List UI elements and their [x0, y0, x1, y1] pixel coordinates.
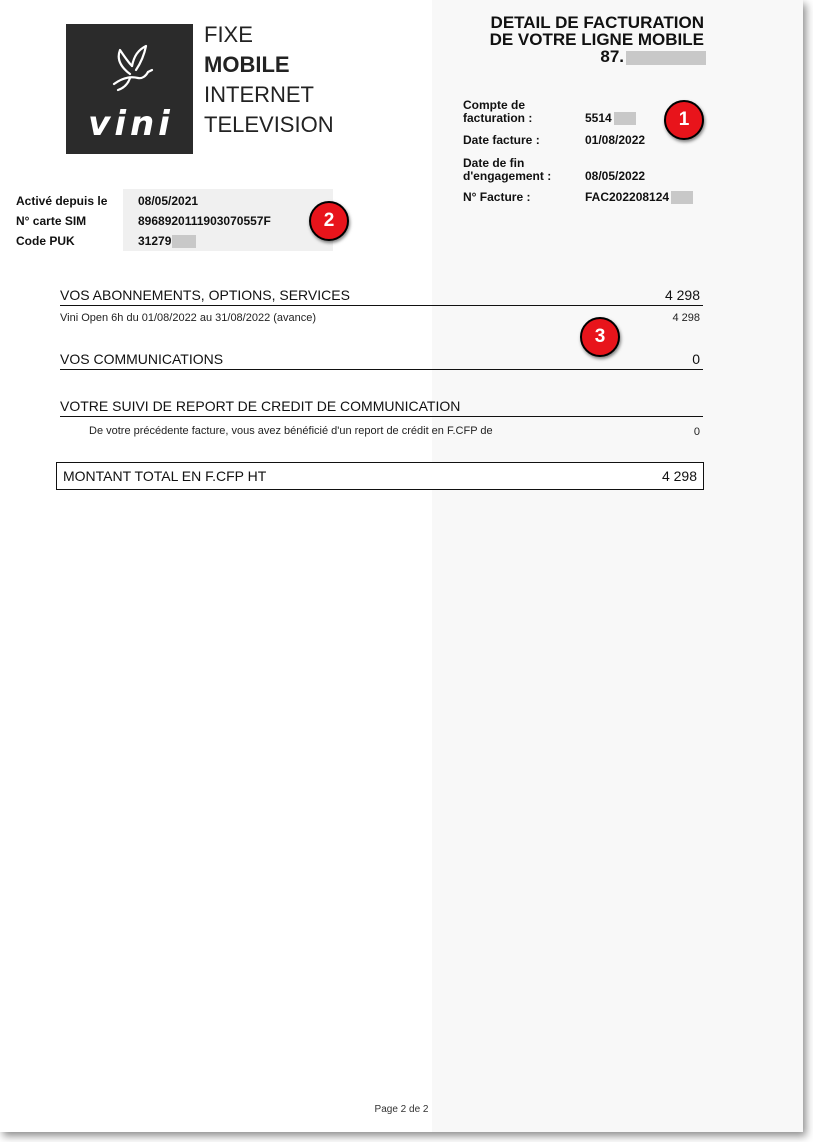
puk-value: 31279	[138, 234, 172, 248]
active-label: Activé depuis le	[16, 194, 108, 208]
credit-item-label: De votre précédente facture, vous avez bénéficié d'un report de crédit en F.CFP de	[89, 425, 493, 437]
puk-label: Code PUK	[16, 234, 75, 248]
total-box	[56, 462, 704, 490]
communications-title: VOS COMMUNICATIONS	[60, 351, 224, 367]
redacted-mask	[172, 235, 196, 248]
callout-badge-1: 1	[664, 100, 704, 140]
line-number-row	[490, 48, 706, 65]
callout-badge-3: 3	[580, 317, 620, 357]
service-television: TELEVISION	[204, 112, 334, 137]
title-line-1: DETAIL DE FACTURATION	[490, 13, 704, 32]
total-amount: 4 298	[661, 468, 697, 484]
line-number: 87.	[600, 47, 624, 66]
bird-icon	[108, 44, 154, 94]
credit-header	[60, 398, 703, 417]
service-mobile: MOBILE	[204, 52, 290, 77]
account-value: 5514	[585, 111, 612, 125]
subscriptions-title: VOS ABONNEMENTS, OPTIONS, SERVICES	[60, 287, 350, 303]
redacted-mask	[626, 51, 706, 65]
callout-badge-2: 2	[309, 201, 349, 241]
active-value: 08/05/2021	[138, 194, 199, 208]
credit-item-amount: 0	[693, 426, 700, 438]
service-internet: INTERNET	[204, 82, 314, 107]
date-value: 01/08/2022	[585, 133, 646, 147]
document-title	[490, 14, 704, 65]
subscriptions-amount: 4 298	[664, 287, 700, 303]
account-label: Compte de facturation :	[463, 98, 533, 125]
vini-logo	[66, 24, 193, 154]
service-fixe: FIXE	[204, 22, 253, 47]
subscription-item-label: Vini Open 6h du 01/08/2022 au 31/08/2022 (avance)	[60, 312, 317, 324]
communications-header	[60, 351, 703, 370]
redacted-mask	[614, 112, 636, 125]
title-line-2: DE VOTRE LIGNE MOBILE	[489, 30, 704, 49]
subscription-item-amount: 4 298	[672, 312, 700, 324]
logo-wordmark: vini	[88, 104, 174, 144]
service-list	[204, 20, 334, 140]
sim-value: 8968920111903070557F	[138, 214, 271, 228]
total-label: MONTANT TOTAL EN F.CFP HT	[63, 468, 267, 484]
page-number: Page 2 de 2	[374, 1104, 429, 1115]
end-value: 08/05/2022	[585, 169, 646, 183]
end-label: Date de fin d'engagement :	[463, 156, 552, 183]
invoice-value-row	[585, 191, 693, 204]
redacted-mask	[671, 191, 693, 204]
sim-label: N° carte SIM	[16, 214, 87, 228]
account-value-row	[585, 112, 636, 125]
invoice-label: N° Facture :	[463, 190, 531, 204]
credit-title: VOTRE SUIVI DE REPORT DE CREDIT DE COMMUNICATION	[60, 398, 461, 414]
puk-value-row	[138, 234, 196, 248]
subscriptions-header	[60, 287, 703, 306]
invoice-value: FAC202208124	[585, 190, 670, 204]
communications-amount: 0	[692, 351, 700, 367]
date-label: Date facture :	[463, 133, 540, 147]
